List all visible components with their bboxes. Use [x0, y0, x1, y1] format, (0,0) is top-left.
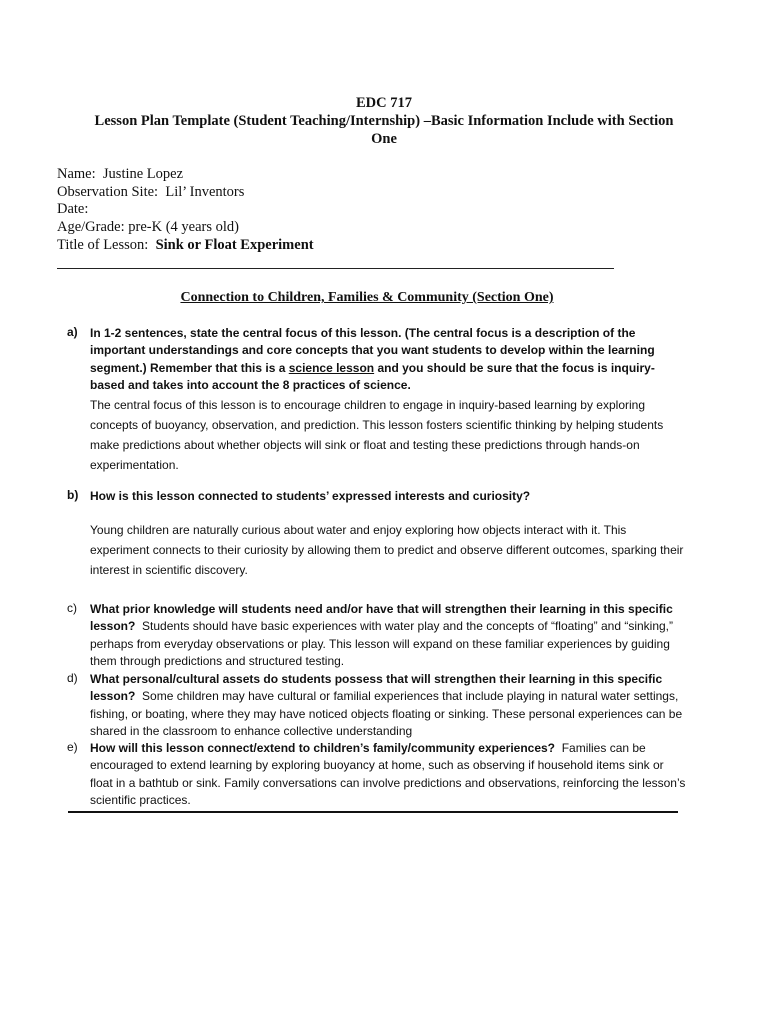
- question-c: What prior knowledge will students need and/or have that will strengthen their learning in this specific lesson?: [90, 602, 673, 634]
- site-label: Observation Site:: [57, 184, 159, 200]
- question-b-block: [67, 488, 688, 580]
- question-e: How will this lesson connect/extend to children’s family/community experiences?: [90, 741, 556, 755]
- document-title: Lesson Plan Template (Student Teaching/Internship) –Basic Information Include with Section One: [94, 113, 674, 147]
- question-a-block: [67, 325, 688, 475]
- question-e-block: [67, 740, 688, 810]
- name-label: Name:: [57, 166, 96, 182]
- question-e-paragraph: [90, 740, 688, 810]
- bottom-rule: [68, 811, 678, 813]
- list-marker: a): [67, 325, 78, 339]
- list-marker: c): [67, 601, 77, 615]
- course-code: EDC 717: [356, 95, 412, 111]
- lesson-title-line: [57, 237, 314, 255]
- question-d-block: [67, 671, 688, 741]
- question-c-block: [67, 601, 688, 671]
- question-b: How is this lesson connected to students’ expressed interests and curiosity?: [90, 489, 531, 503]
- question-a-underlined: science lesson: [288, 360, 375, 375]
- question-a-text-end: and you should be sure that the focus is inquiry-based and takes into account the 8 practices of science.: [90, 360, 655, 393]
- site-value: Lil’ Inventors: [165, 184, 245, 200]
- section-title: Connection to Children, Families & Community (Section One): [180, 290, 554, 305]
- list-marker: b): [67, 488, 79, 502]
- question-d: What personal/cultural assets do students possess that will strengthen their learning in this specific lesson?: [90, 672, 663, 704]
- site-line: [57, 184, 244, 202]
- divider-line: [57, 268, 614, 269]
- lesson-title-value: Sink or Float Experiment: [155, 237, 314, 253]
- name-line: [57, 166, 183, 184]
- age-label: Age/Grade:: [57, 219, 125, 235]
- name-value: Justine Lopez: [102, 166, 184, 182]
- question-c-paragraph: [90, 601, 688, 671]
- question-a: [90, 325, 688, 395]
- date-label: Date:: [57, 201, 89, 217]
- age-line: [57, 219, 239, 237]
- question-a-text: In 1-2 sentences, state the central focus of this lesson. (The central focus is a description of the important understandings and core concepts that you want students to develop within the learning segment.) Remember that this is a: [90, 326, 655, 375]
- question-d-paragraph: [90, 671, 688, 741]
- answer-b: Young children are naturally curious about water and enjoy exploring how objects interact with it. This experiment connects to their curiosity by allowing them to predict and observe different outcomes, sparking their interest in scientific discovery.: [90, 523, 684, 578]
- lesson-title-label: Title of Lesson:: [57, 237, 149, 253]
- answer-a: The central focus of this lesson is to encourage children to engage in inquiry-based learning by exploring concepts of buoyancy, observation, and prediction. This lesson fosters scientific thinking by helping students make predictions about whether objects will sink or float and testing these predictions through hands-on experimentation.: [90, 397, 664, 472]
- answer-e: Families can be encouraged to extend learning by exploring buoyancy at home, such as observing if household items sink or float in a bathtub or sink. Family conversations can involve predictions and observations, reinforcing the lesson’s scientific practices.: [90, 741, 686, 808]
- answer-c: Students should have basic experiences with water play and the concepts of “floating” and “sinking,” perhaps from everyday observations or play. This lesson will expand on these familiar experiences by guiding them through predictions and structured testing.: [90, 619, 674, 669]
- age-value: pre-K (4 years old): [128, 219, 239, 235]
- date-line: [57, 201, 88, 219]
- answer-d: Some children may have cultural or familial experiences that include playing in natural water settings, fishing, or boating, where they may have noticed objects floating or sinking. These personal experiences can be shared in the classroom to enhance collective understanding: [90, 689, 683, 739]
- list-marker: d): [67, 671, 78, 685]
- list-marker: e): [67, 740, 78, 754]
